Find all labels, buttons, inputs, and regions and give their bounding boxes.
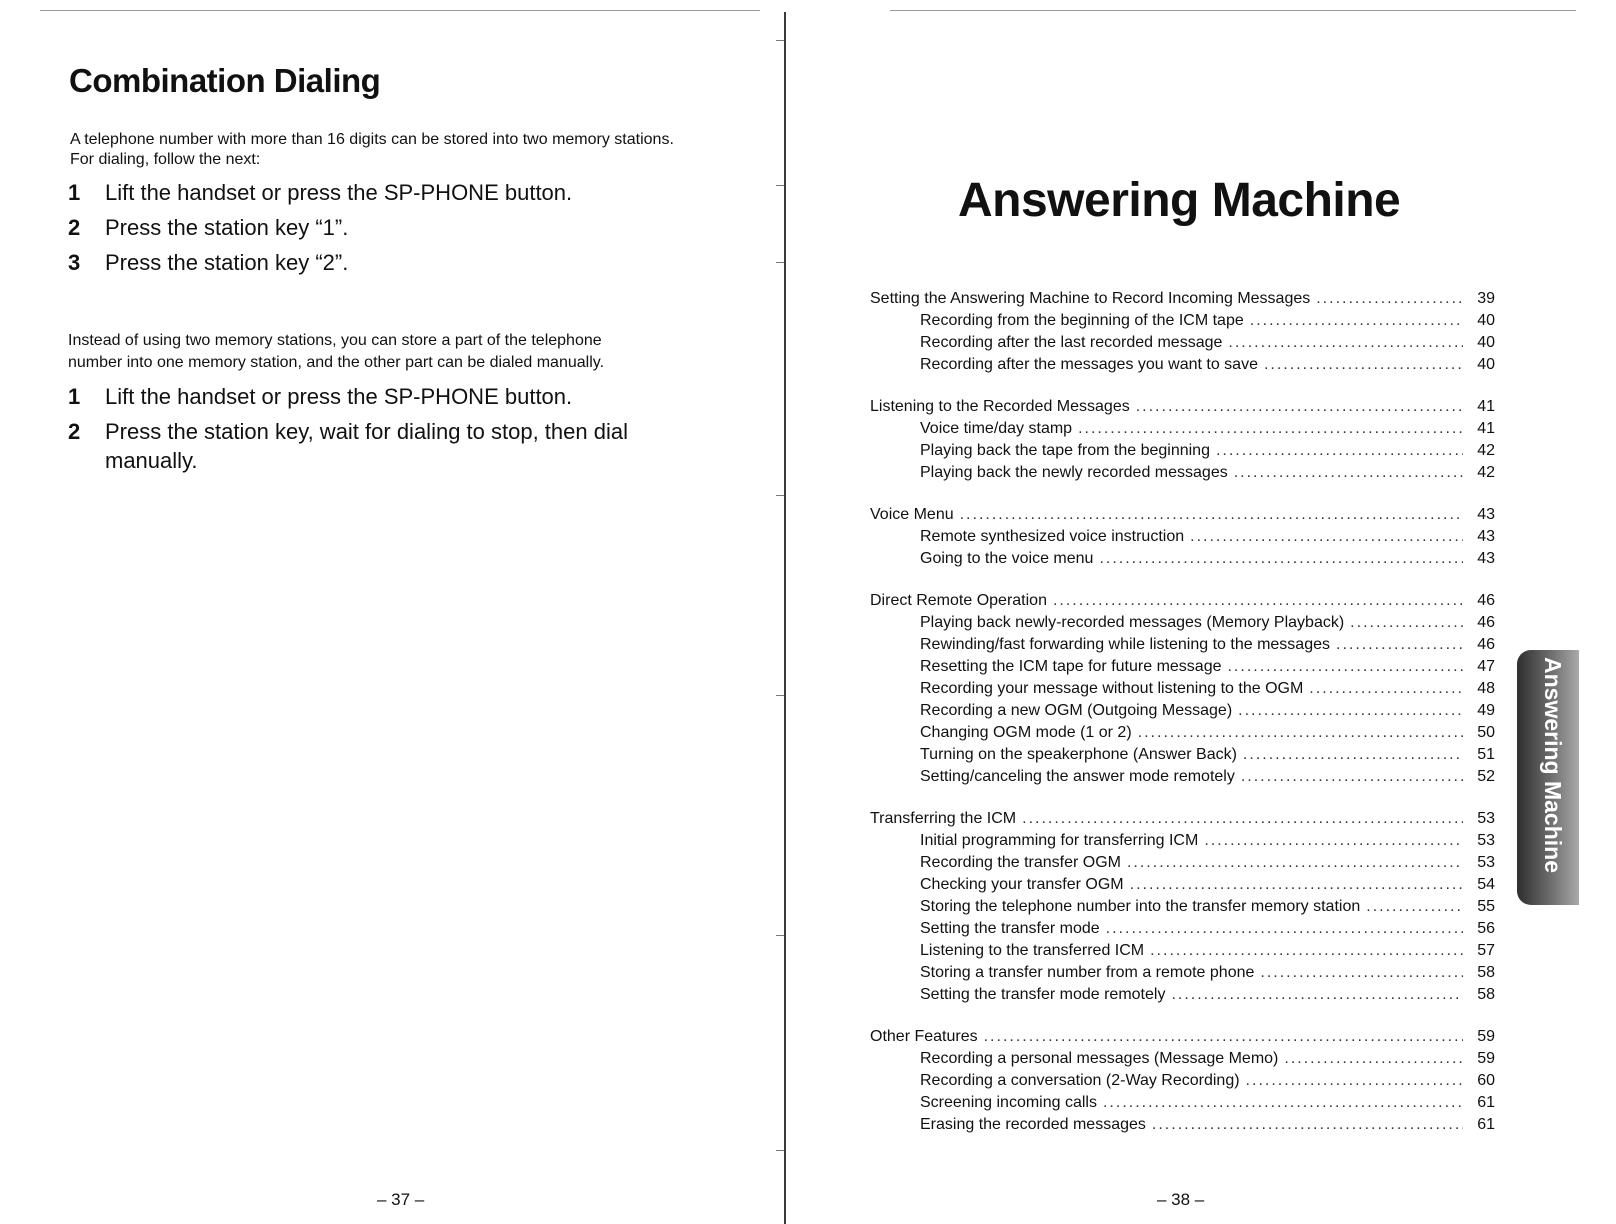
toc-label: Playing back the newly recorded messages — [920, 464, 1228, 481]
step-text: Press the station key, wait for dialing to stop, then dial manually. — [105, 419, 628, 473]
step-text: Lift the handset or press the SP-PHONE button. — [105, 180, 573, 205]
toc-item — [870, 962, 1495, 984]
toc-label: Turning on the speakerphone (Answer Back) — [920, 746, 1237, 763]
toc-section — [870, 396, 1495, 484]
toc-page: 61 — [1477, 1094, 1495, 1111]
dot-leader — [1336, 634, 1463, 656]
step-item — [68, 382, 708, 411]
dot-leader — [1127, 852, 1463, 874]
dot-leader — [1138, 722, 1463, 744]
toc-label: Recording your message without listening to the OGM — [920, 680, 1304, 697]
toc-heading — [870, 288, 1495, 310]
toc-item — [870, 1114, 1495, 1136]
toc-label: Remote synthesized voice instruction — [920, 528, 1185, 545]
step-number: 1 — [68, 180, 81, 205]
toc-label: Recording after the messages you want to save — [920, 356, 1258, 373]
toc-page: 58 — [1477, 964, 1495, 981]
alternative-paragraph — [68, 330, 708, 374]
toc-item — [870, 548, 1495, 570]
toc-page: 58 — [1477, 986, 1495, 1003]
toc-label: Initial programming for transferring ICM — [920, 832, 1199, 849]
toc-item — [870, 1070, 1495, 1092]
toc-page: 46 — [1477, 592, 1495, 609]
dot-leader — [1136, 396, 1463, 418]
step-item — [68, 417, 708, 475]
toc-label: Rewinding/fast forwarding while listening to the messages — [920, 636, 1330, 653]
dot-leader — [1264, 354, 1463, 376]
toc-label: Recording a personal messages (Message Memo) — [920, 1050, 1279, 1067]
page-title: Combination Dialing — [69, 62, 381, 99]
toc-label: Voice time/day stamp — [920, 420, 1073, 437]
dot-leader — [1246, 1070, 1463, 1092]
step-number: 2 — [68, 419, 81, 444]
page-number-left: – 37 – — [377, 1190, 425, 1209]
toc-label: Going to the voice menu — [920, 550, 1094, 567]
dot-leader — [1150, 940, 1463, 962]
toc-page: 41 — [1477, 420, 1495, 437]
toc-label: Direct Remote Operation — [870, 592, 1047, 609]
toc-label: Recording the transfer OGM — [920, 854, 1121, 871]
toc-label: Recording a new OGM (Outgoing Message) — [920, 702, 1233, 719]
step-text: Lift the handset or press the SP-PHONE button. — [105, 384, 573, 409]
toc-item — [870, 700, 1495, 722]
toc-page: 59 — [1477, 1050, 1495, 1067]
spine-tick — [776, 40, 784, 41]
toc-item — [870, 354, 1495, 376]
toc-page: 53 — [1477, 854, 1495, 871]
toc-label: Setting/canceling the answer mode remotely — [920, 768, 1235, 785]
dot-leader — [1316, 288, 1463, 310]
dot-leader — [1099, 548, 1463, 570]
toc-label: Checking your transfer OGM — [920, 876, 1124, 893]
toc-item — [870, 984, 1495, 1006]
dot-leader — [1171, 984, 1463, 1006]
step-number: 3 — [68, 250, 81, 275]
toc-page: 41 — [1477, 398, 1495, 415]
steps-list-two-stations — [68, 178, 572, 283]
spine-tick — [776, 695, 784, 696]
dot-leader — [1130, 874, 1463, 896]
toc-page: 46 — [1477, 614, 1495, 631]
toc-label: Transferring the ICM — [870, 810, 1017, 827]
intro-line: A telephone number with more than 16 digits can be stored into two memory stations. — [70, 131, 674, 148]
toc-label: Recording a conversation (2-Way Recording) — [920, 1072, 1240, 1089]
toc-page: 59 — [1477, 1028, 1495, 1045]
alt-line: Instead of using two memory stations, you can store a part of the telephone — [68, 332, 602, 349]
toc-label: Storing a transfer number from a remote phone — [920, 964, 1255, 981]
toc-label: Setting the transfer mode — [920, 920, 1100, 937]
step-item — [68, 213, 572, 242]
toc-label: Screening incoming calls — [920, 1094, 1097, 1111]
toc-item — [870, 332, 1495, 354]
toc-label: Listening to the transferred ICM — [920, 942, 1145, 959]
toc-page: 40 — [1477, 334, 1495, 351]
toc-section — [870, 808, 1495, 1006]
toc-page: 53 — [1477, 810, 1495, 827]
toc-page: 40 — [1477, 312, 1495, 329]
dot-leader — [1053, 590, 1463, 612]
toc-page: 43 — [1477, 506, 1495, 523]
top-rule-left — [40, 10, 760, 11]
toc-page: 48 — [1477, 680, 1495, 697]
toc-item — [870, 744, 1495, 766]
dot-leader — [1366, 896, 1463, 918]
dot-leader — [1284, 1048, 1463, 1070]
toc-item — [870, 418, 1495, 440]
step-item — [68, 178, 572, 207]
spine-tick — [776, 262, 784, 263]
dot-leader — [1152, 1114, 1463, 1136]
side-tab-label: Answering Machine — [1540, 657, 1566, 873]
toc-item — [870, 462, 1495, 484]
toc-page: 49 — [1477, 702, 1495, 719]
dot-leader — [1227, 656, 1463, 678]
step-item — [68, 248, 572, 277]
toc-item — [870, 526, 1495, 548]
toc-page: 42 — [1477, 464, 1495, 481]
toc-page: 43 — [1477, 550, 1495, 567]
spine-tick — [776, 935, 784, 936]
dot-leader — [1228, 332, 1463, 354]
toc-page: 46 — [1477, 636, 1495, 653]
dot-leader — [1238, 700, 1463, 722]
toc-label: Other Features — [870, 1028, 978, 1045]
step-number: 2 — [68, 215, 81, 240]
toc-page: 55 — [1477, 898, 1495, 915]
toc-item — [870, 310, 1495, 332]
table-of-contents — [870, 288, 1495, 1156]
toc-item — [870, 678, 1495, 700]
toc-label: Playing back the tape from the beginning — [920, 442, 1210, 459]
toc-label: Setting the Answering Machine to Record Incoming Messages — [870, 290, 1311, 307]
toc-label: Recording from the beginning of the ICM tape — [920, 312, 1244, 329]
dot-leader — [984, 1026, 1463, 1048]
toc-heading — [870, 808, 1495, 830]
intro-paragraph — [70, 130, 760, 170]
dot-leader — [1106, 918, 1463, 940]
toc-label: Resetting the ICM tape for future message — [920, 658, 1222, 675]
toc-page: 40 — [1477, 356, 1495, 373]
dot-leader — [1241, 766, 1463, 788]
toc-heading — [870, 396, 1495, 418]
toc-label: Changing OGM mode (1 or 2) — [920, 724, 1132, 741]
toc-item — [870, 874, 1495, 896]
toc-page: 53 — [1477, 832, 1495, 849]
dot-leader — [1234, 462, 1463, 484]
step-number: 1 — [68, 384, 81, 409]
toc-section — [870, 288, 1495, 376]
toc-page: 54 — [1477, 876, 1495, 893]
steps-list-manual — [68, 382, 708, 481]
toc-page: 51 — [1477, 746, 1495, 763]
toc-page: 56 — [1477, 920, 1495, 937]
toc-section — [870, 1026, 1495, 1136]
alt-line: number into one memory station, and the other part can be dialed manually. — [68, 354, 605, 371]
spine-tick — [776, 185, 784, 186]
toc-label: Voice Menu — [870, 506, 954, 523]
toc-page: 47 — [1477, 658, 1495, 675]
top-rule-right — [890, 10, 1576, 11]
toc-label: Storing the telephone number into the transfer memory station — [920, 898, 1361, 915]
toc-section — [870, 504, 1495, 570]
dot-leader — [1250, 310, 1463, 332]
toc-heading — [870, 1026, 1495, 1048]
toc-item — [870, 612, 1495, 634]
toc-item — [870, 852, 1495, 874]
toc-item — [870, 830, 1495, 852]
toc-label: Recording after the last recorded message — [920, 334, 1223, 351]
dot-leader — [1022, 808, 1463, 830]
toc-page: 42 — [1477, 442, 1495, 459]
toc-page: 61 — [1477, 1116, 1495, 1133]
toc-heading — [870, 590, 1495, 612]
spine-tick — [776, 1150, 784, 1151]
toc-item — [870, 918, 1495, 940]
toc-label: Listening to the Recorded Messages — [870, 398, 1130, 415]
toc-label: Playing back newly-recorded messages (Memory Playback) — [920, 614, 1345, 631]
toc-page: 39 — [1477, 290, 1495, 307]
spine-tick — [776, 495, 784, 496]
dot-leader — [1204, 830, 1463, 852]
dot-leader — [960, 504, 1463, 526]
chapter-title: Answering Machine — [958, 174, 1401, 227]
step-text: Press the station key “2”. — [105, 250, 349, 275]
toc-page: 57 — [1477, 942, 1495, 959]
intro-line: For dialing, follow the next: — [70, 151, 261, 168]
toc-page: 50 — [1477, 724, 1495, 741]
toc-section — [870, 590, 1495, 788]
toc-label: Erasing the recorded messages — [920, 1116, 1146, 1133]
toc-item — [870, 1048, 1495, 1070]
dot-leader — [1260, 962, 1463, 984]
toc-item — [870, 656, 1495, 678]
toc-page: 52 — [1477, 768, 1495, 785]
toc-item — [870, 634, 1495, 656]
dot-leader — [1216, 440, 1463, 462]
step-text: Press the station key “1”. — [105, 215, 349, 240]
toc-item — [870, 440, 1495, 462]
toc-item — [870, 940, 1495, 962]
dot-leader — [1309, 678, 1463, 700]
toc-item — [870, 896, 1495, 918]
toc-page: 43 — [1477, 528, 1495, 545]
toc-heading — [870, 504, 1495, 526]
dot-leader — [1243, 744, 1463, 766]
dot-leader — [1350, 612, 1463, 634]
toc-label: Setting the transfer mode remotely — [920, 986, 1166, 1003]
dot-leader — [1103, 1092, 1463, 1114]
toc-item — [870, 766, 1495, 788]
toc-item — [870, 1092, 1495, 1114]
page-number-right: – 38 – — [1157, 1190, 1205, 1209]
book-spine — [784, 12, 786, 1224]
dot-leader — [1078, 418, 1463, 440]
dot-leader — [1190, 526, 1463, 548]
toc-page: 60 — [1477, 1072, 1495, 1089]
toc-item — [870, 722, 1495, 744]
